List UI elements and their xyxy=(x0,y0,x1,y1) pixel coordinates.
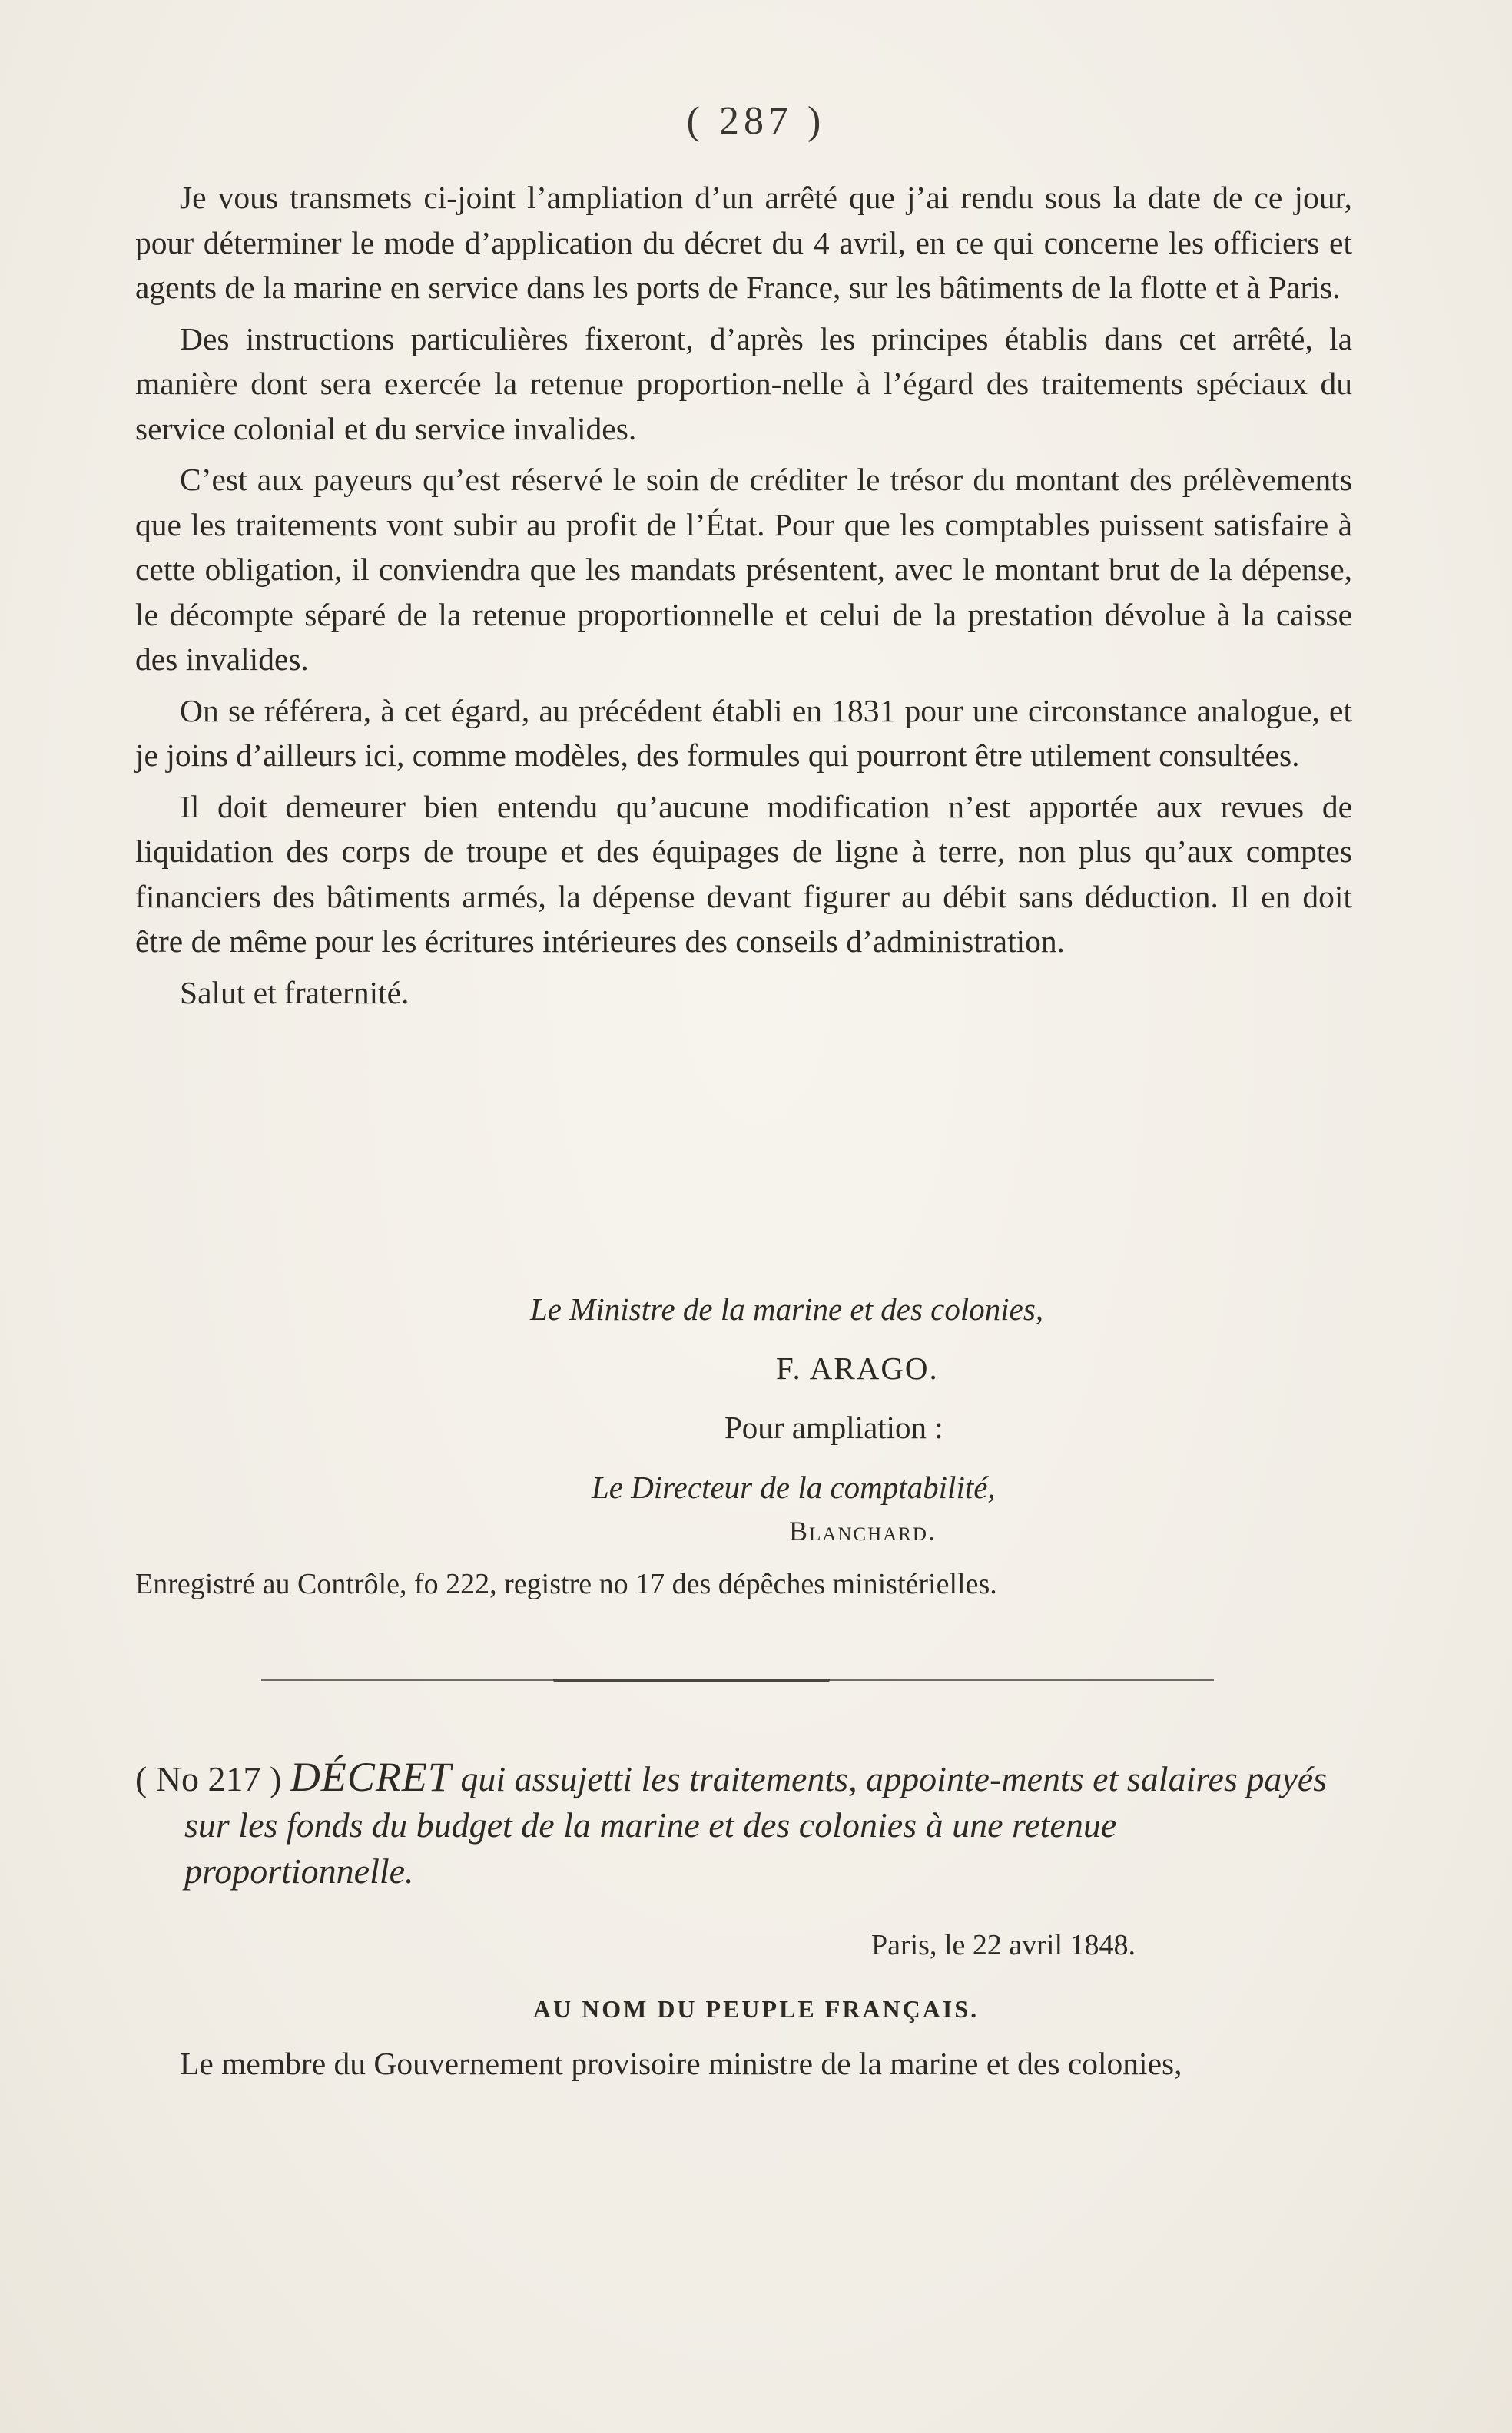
decree-heading xyxy=(135,1754,1352,1894)
registration-note: Enregistré au Contrôle, fo 222, registre no 17 des dépêches ministérielles. xyxy=(135,1568,997,1600)
decree-number: ( No 217 ) xyxy=(135,1759,282,1798)
decree-date: Paris, le 22 avril 1848. xyxy=(870,1929,1136,1961)
decree-title-block xyxy=(135,1754,1352,1894)
paragraph: On se référera, à cet égard, au précédent établi en 1831 pour une circonstance analogue, et je joins d’ailleurs ici, comme modèles, des formules qui pourront être utilement consultées. xyxy=(135,692,1352,773)
decree-intro: Le membre du Gouvernement provisoire ministre de la marine et des colonies, xyxy=(180,2046,1182,2081)
paragraph: Il doit demeurer bien entendu qu’aucune modification n’est apportée aux revues de liquidation des corps de troupe et des équipages de ligne à terre, non plus qu’aux comptes financiers des bâtiments armés, la dépense devant figurer au débit sans déduction. Il en doit être de même pour les écritures intérieures des conseils d’administration. xyxy=(135,788,1352,959)
decree-title: qui assujetti les traitements, appointe-ments et salaires payés sur les fonds du budget de la marine et des colonies à une retenue proportionnelle. xyxy=(184,1759,1328,1891)
page-number: ( 287 ) xyxy=(686,99,826,143)
ampliation-label: Pour ampliation : xyxy=(724,1410,943,1445)
paragraph: C’est aux payeurs qu’est réservé le soin de créditer le trésor du montant des prélèvements que les traitements vont subir au profit de l’État. Pour que les comptables puissent satisfaire à cette obligation, il conviendra que les mandats présentent, avec le montant brut de la dépense, le décompte séparé de la retenue proportionnelle et celui de la prestation dévolue à la caisse des invalides. xyxy=(135,462,1352,677)
decree-word: DÉCRET xyxy=(290,1754,452,1800)
director-name: Blanchard. xyxy=(789,1516,937,1546)
paragraph: Je vous transmets ci-joint l’ampliation d’un arrêté que j’ai rendu sous la date de ce jour, pour déterminer le mode d’application du décret du 4 avril, en ce qui concerne les officiers et agents de la marine en service dans les ports de France, sur les bâtiments de la flotte et à Paris. xyxy=(135,180,1352,305)
section-divider xyxy=(261,1679,1214,1681)
paragraph: Des instructions particulières fixeront, d’après les principes établis dans cet arrêté, la manière dont sera exercée la retenue proportion-nelle à l’égard des traitements spéciaux du service colonial et du service invalides. xyxy=(135,320,1352,446)
director-title: Le Directeur de la comptabilité, xyxy=(592,1470,996,1505)
minister-title: Le Ministre de la marine et des colonies, xyxy=(530,1291,1044,1327)
minister-name: F. ARAGO. xyxy=(776,1351,939,1386)
closing-salutation: Salut et fraternité. xyxy=(180,974,410,1010)
nation-heading: AU NOM DU PEUPLE FRANÇAIS. xyxy=(532,1995,980,2023)
letter-body xyxy=(135,175,1352,1018)
